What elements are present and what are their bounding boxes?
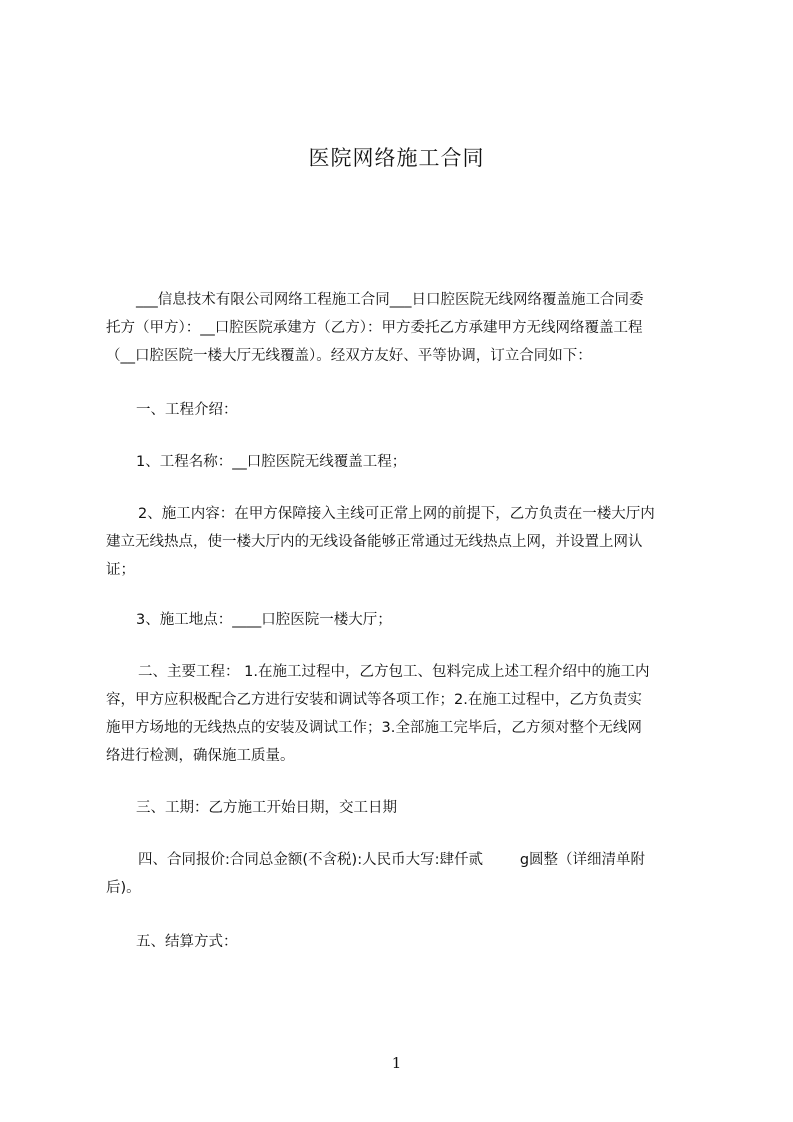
section1-heading: 一、工程介绍：	[136, 402, 238, 418]
section2-line-4: 络进行检测，确保施工质量。	[106, 748, 295, 764]
item2-line-1: 2、施工内容：在甲方保障接入主线可正常上网的前提下，乙方负责在一楼大厅内	[138, 506, 655, 522]
item1-project-name: 1、工程名称：__口腔医院无线覆盖工程；	[136, 454, 407, 470]
section2-line-2: 容，甲方应积极配合乙方进行安装和调试等各项工作；2.在施工过程中，乙方负责实	[106, 692, 642, 708]
item3-location: 3、施工地点：____口腔医院一楼大厅；	[136, 612, 392, 628]
section2-main-works	[106, 658, 708, 770]
item2-construction-content	[106, 500, 708, 584]
section2-line-1: 二、主要工程： 1.在施工过程中，乙方包工、包料完成上述工程介绍中的施工内	[138, 664, 650, 680]
intro-line-2: 托方（甲方）：__口腔医院承建方（乙方）：甲方委托乙方承建甲方无线网络覆盖工程	[106, 320, 643, 336]
document-title: 医院网络施工合同	[308, 146, 485, 170]
section4-line-2: 后)。	[106, 880, 141, 896]
section2-line-3: 施甲方场地的无线热点的安装及调试工作；3.全部施工完毕后，乙方须对整个无线网	[106, 720, 642, 736]
item2-line-2: 建立无线热点，使一楼大厅内的无线设备能够正常通过无线热点上网，并设置上网认	[106, 534, 643, 550]
intro-paragraph	[106, 286, 708, 370]
section4-line-1: 四、合同报价:合同总金额(不含税):人民币大写:肆仟贰 g圆整（详细清单附	[138, 852, 646, 868]
intro-line-3: （__口腔医院一楼大厅无线覆盖）。经双方友好、平等协调，订立合同如下：	[106, 348, 592, 364]
section5-heading: 五、结算方式：	[136, 934, 238, 950]
intro-line-1: ___信息技术有限公司网络工程施工合同___日口腔医院无线网络覆盖施工合同委	[136, 292, 644, 308]
item2-line-3: 证；	[106, 562, 135, 578]
section4-quote	[106, 846, 708, 902]
section3-schedule: 三、工期：乙方施工开始日期，交工日期	[136, 800, 397, 816]
page-number: 1	[391, 1054, 402, 1072]
